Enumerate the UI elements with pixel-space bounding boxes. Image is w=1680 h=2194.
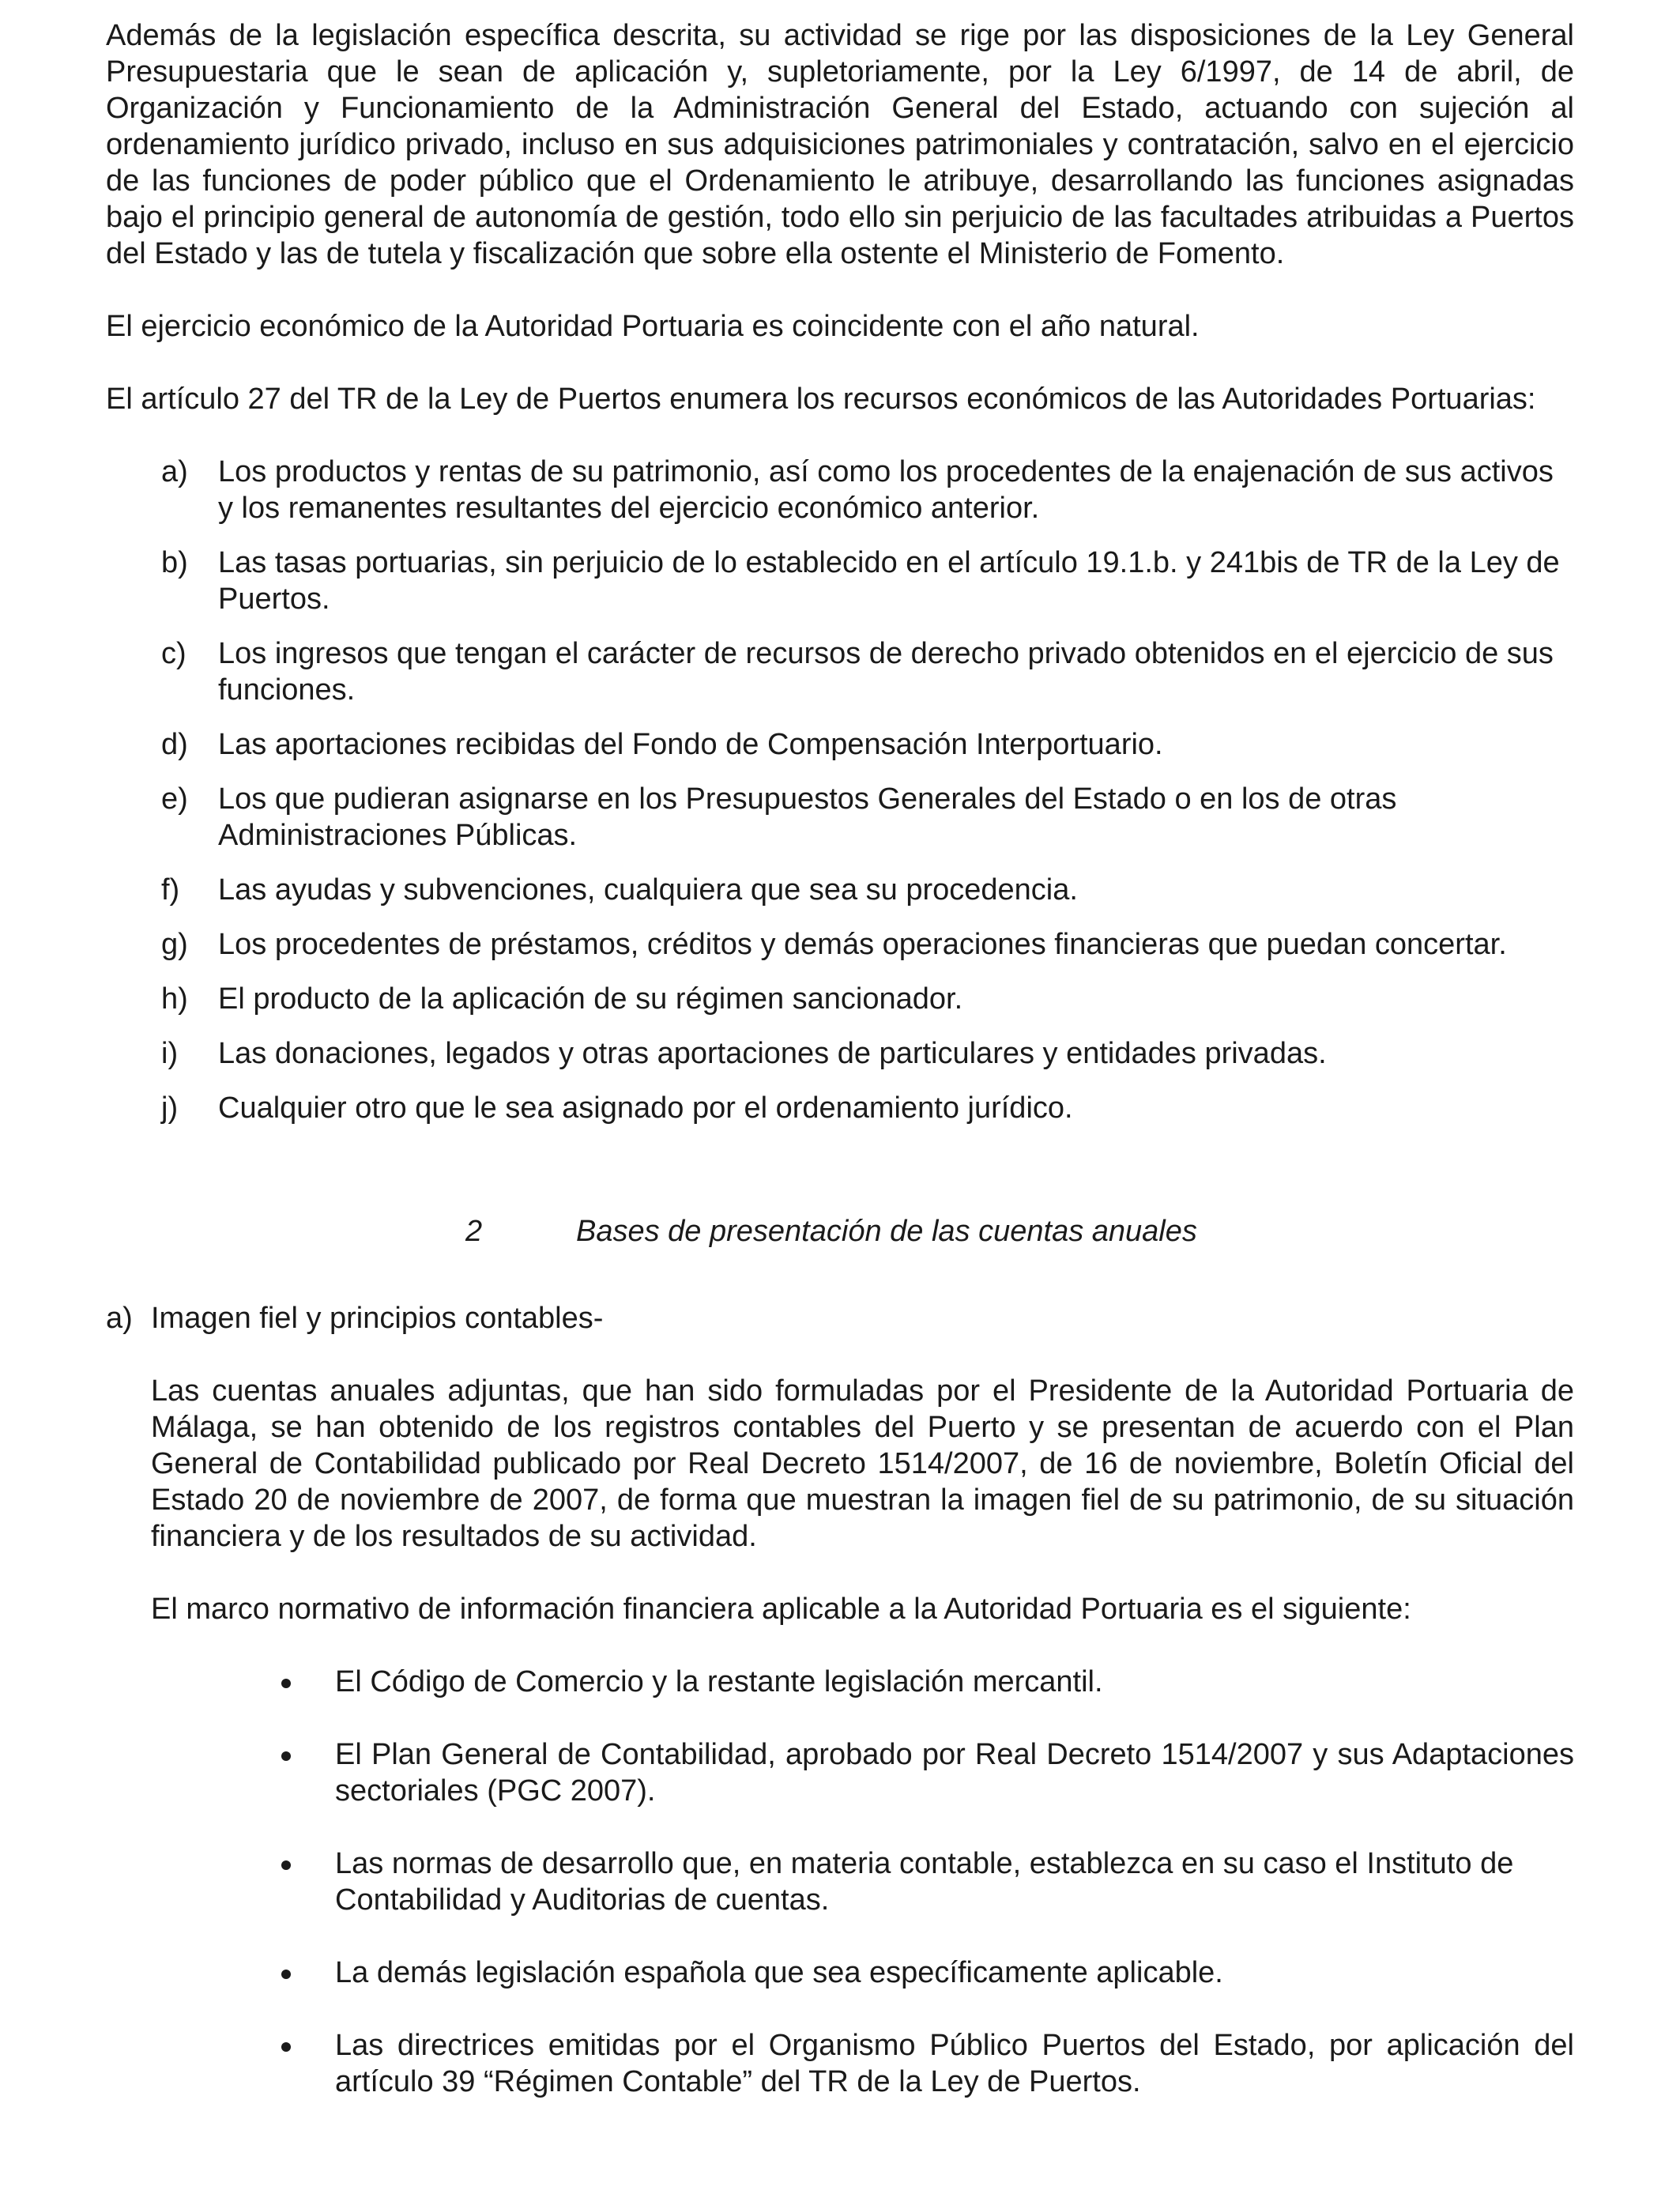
list-item	[106, 635, 1574, 708]
list-item-text: Cualquier otro que le sea asignado por el ordenamiento jurídico.	[218, 1091, 1073, 1125]
list-item	[106, 726, 1574, 763]
list-marker: b)	[161, 546, 188, 579]
subsection-marker: a)	[106, 1302, 133, 1335]
list-item	[106, 872, 1574, 908]
list-marker: e)	[161, 782, 188, 816]
list-item-text: Los productos y rentas de su patrimonio, así como los procedentes de la enajenación de sus activos y los remanentes resultantes del ejercicio económico anterior.	[218, 455, 1554, 525]
regulatory-framework-list	[106, 1664, 1574, 2100]
list-item	[106, 1736, 1574, 1809]
list-item-text: Los procedentes de préstamos, créditos y demás operaciones financieras que puedan concertar.	[218, 928, 1507, 961]
list-marker: f)	[161, 873, 180, 907]
bullet-icon	[281, 1860, 291, 1870]
list-marker: h)	[161, 982, 188, 1016]
list-item-text: El producto de la aplicación de su régimen sancionador.	[218, 982, 963, 1016]
list-item	[106, 1090, 1574, 1126]
list-item-text: Los que pudieran asignarse en los Presupuestos Generales del Estado o en los de otras Administraciones Públicas.	[218, 782, 1397, 852]
intro-paragraph-resources: El artículo 27 del TR de la Ley de Puertos enumera los recursos económicos de las Autoridades Portuarias:	[106, 383, 1536, 416]
list-item-text: La demás legislación española que sea específicamente aplicable.	[335, 1956, 1223, 1989]
list-item-text: Los ingresos que tengan el carácter de recursos de derecho privado obtenidos en el ejercicio de sus funciones.	[218, 637, 1554, 707]
list-item	[106, 1664, 1574, 1700]
list-item	[106, 545, 1574, 617]
subsection-title: Imagen fiel y principios contables-	[151, 1302, 604, 1335]
list-marker: c)	[161, 637, 186, 670]
list-marker: i)	[161, 1037, 179, 1070]
list-item	[106, 454, 1574, 526]
intro-paragraph-fiscal-year: El ejercicio económico de la Autoridad Portuaria es coincidente con el año natural.	[106, 310, 1200, 343]
list-marker: j)	[161, 1091, 179, 1125]
list-item	[106, 1845, 1574, 1918]
bullet-icon	[281, 1751, 291, 1761]
bullet-icon	[281, 1679, 291, 1688]
bullet-icon	[281, 2042, 291, 2052]
list-item	[106, 926, 1574, 963]
list-item-text: Las tasas portuarias, sin perjuicio de lo establecido en el artículo 19.1.b. y 241bis de TR de la Ley de Puertos.	[218, 546, 1560, 616]
regulatory-framework-paragraph: El marco normativo de información financiera aplicable a la Autoridad Portuaria es el siguiente:	[151, 1593, 1411, 1626]
intro-paragraph-legislation: Además de la legislación específica descrita, su actividad se rige por las disposiciones de la Ley General Presupuestaria que le sean de aplicación y, supletoriamente, por la Ley 6/1997, de 14 de abril, de Organización y Funcionamiento de la Administración General del Estado, actuando con sujeción al ordenamiento jurídico privado, incluso en sus adquisiciones patrimoniales y contratación, salvo en el ejercicio de las funciones de poder público que el Ordenamiento le atribuye, desarrollando las funciones asignadas bajo el principio general de autonomía de gestión, todo ello sin perjuicio de las facultades atribuidas a Puertos del Estado y las de tutela y fiscalización que sobre ella ostente el Ministerio de Fomento.	[106, 19, 1574, 270]
list-item-text: Las directrices emitidas por el Organismo Público Puertos del Estado, por aplicación del artículo 39 “Régimen Contable” del TR de la Ley de Puertos.	[335, 2029, 1574, 2098]
list-item-text: Las aportaciones recibidas del Fondo de Compensación Interportuario.	[218, 728, 1163, 761]
list-item	[106, 1955, 1574, 1991]
list-marker: d)	[161, 728, 188, 761]
list-item-text: El Código de Comercio y la restante legislación mercantil.	[335, 1665, 1103, 1698]
resources-list	[106, 454, 1574, 1126]
bullet-icon	[281, 1970, 291, 1979]
list-item	[106, 1035, 1574, 1072]
list-item-text: Las normas de desarrollo que, en materia contable, establezca en su caso el Instituto de Contabilidad y Auditorias de cuentas.	[335, 1847, 1514, 1917]
list-item-text: Las ayudas y subvenciones, cualquiera que sea su procedencia.	[218, 873, 1078, 907]
list-item	[106, 2027, 1574, 2100]
list-item-text: El Plan General de Contabilidad, aprobado por Real Decreto 1514/2007 y sus Adaptaciones sectoriales (PGC 2007).	[335, 1738, 1574, 1808]
list-item	[106, 981, 1574, 1017]
section-title: Bases de presentación de las cuentas anuales	[576, 1215, 1197, 1248]
section-number: 2	[465, 1215, 483, 1248]
list-item	[106, 781, 1574, 854]
list-marker: g)	[161, 928, 188, 961]
document-page	[106, 17, 1574, 2136]
annual-accounts-paragraph: Las cuentas anuales adjuntas, que han sido formuladas por el Presidente de la Autoridad Portuaria de Málaga, se han obtenido de los registros contables del Puerto y se presentan de acuerdo con el Plan General de Contabilidad publicado por Real Decreto 1514/2007, de 16 de noviembre, Boletín Oficial del Estado 20 de noviembre de 2007, de forma que muestran la imagen fiel de su patrimonio, de su situación financiera y de los resultados de su actividad.	[151, 1374, 1574, 1553]
list-item-text: Las donaciones, legados y otras aportaciones de particulares y entidades privadas.	[218, 1037, 1327, 1070]
subsection-heading	[106, 1300, 1574, 1336]
list-marker: a)	[161, 455, 188, 488]
section-heading	[106, 1213, 1574, 1250]
